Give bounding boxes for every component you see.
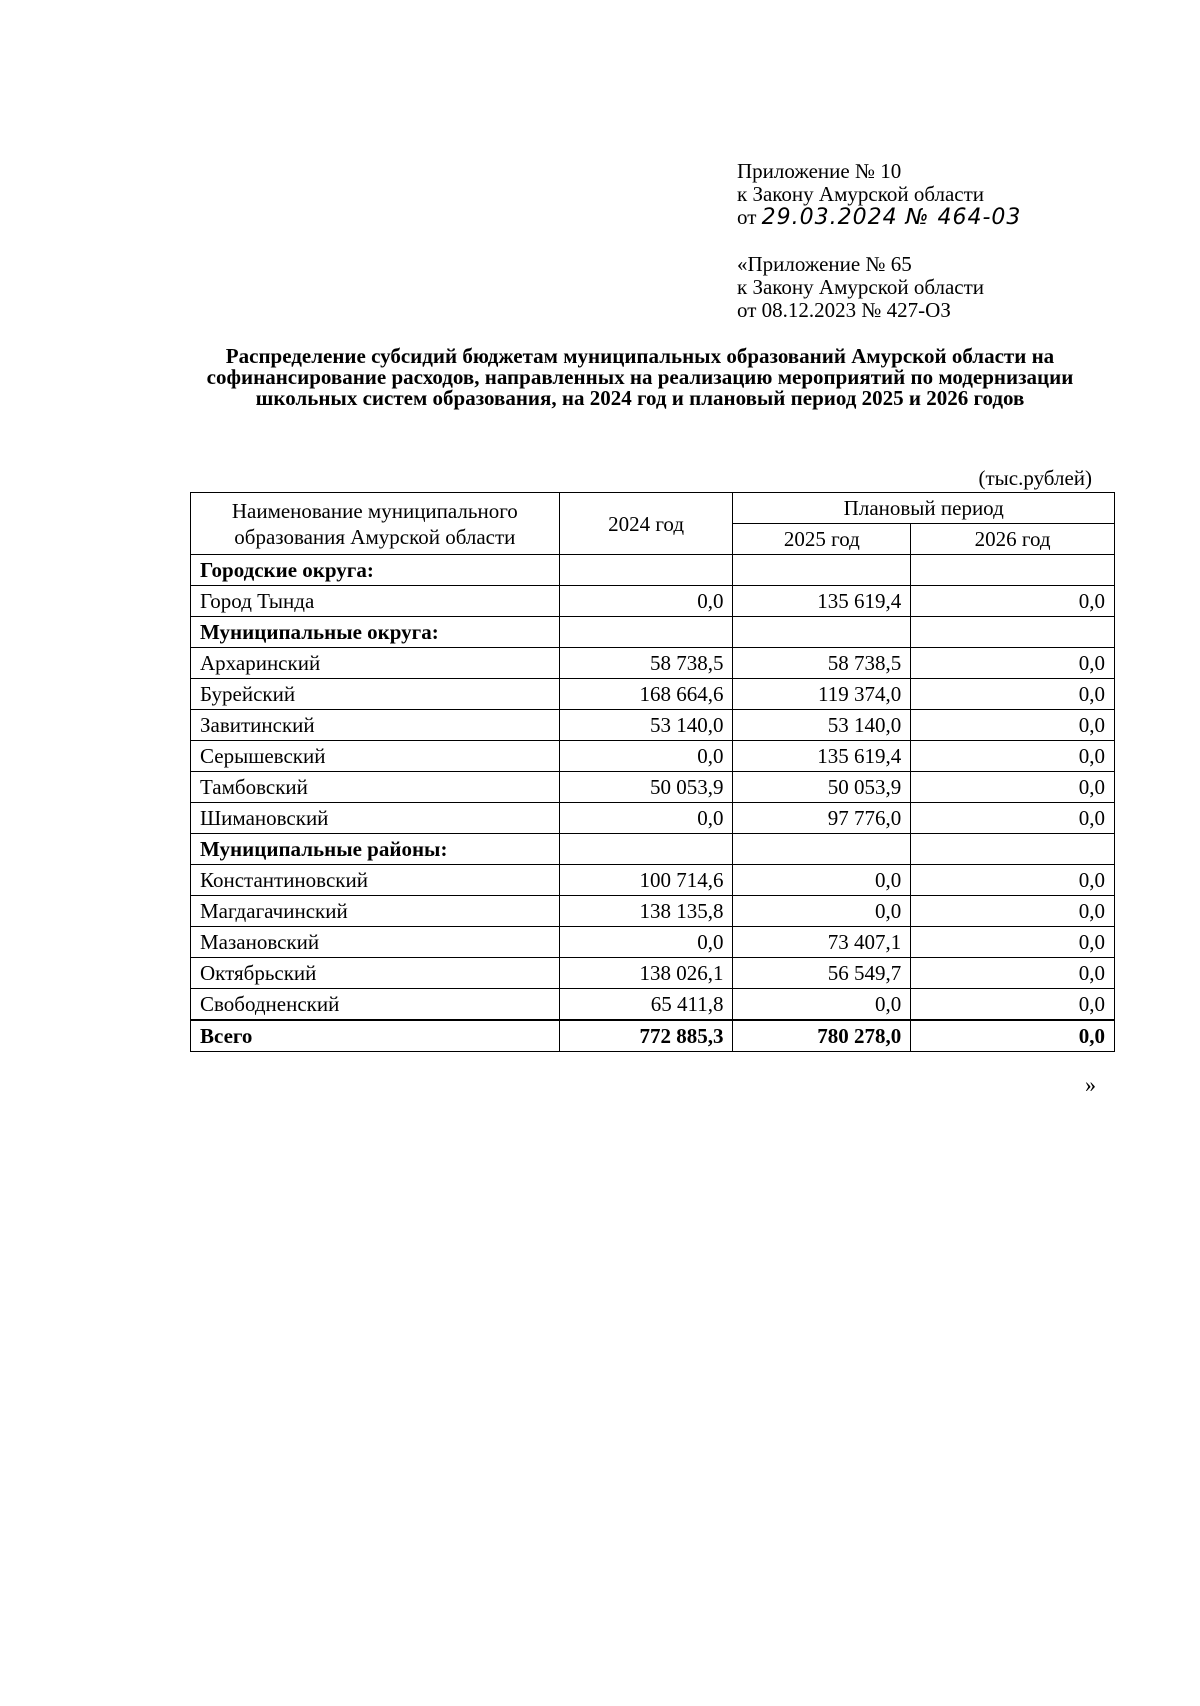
cell-2026: 0,0	[911, 803, 1115, 834]
cell-2025: 58 738,5	[733, 648, 911, 679]
table-row	[191, 927, 1115, 958]
cell-2026: 0,0	[911, 586, 1115, 617]
cell-2026	[911, 555, 1115, 586]
cell-2024: 138 026,1	[559, 958, 733, 989]
table-group-row	[191, 617, 1115, 648]
appendix-law-ref: к Закону Амурской области	[737, 182, 985, 206]
cell-2024: 772 885,3	[559, 1020, 733, 1052]
table-row	[191, 772, 1115, 803]
table-row	[191, 989, 1115, 1021]
table-row	[191, 679, 1115, 710]
cell-2026: 0,0	[911, 989, 1115, 1021]
quoted-appendix-date: от 08.12.2023 № 427-ОЗ	[737, 298, 951, 322]
cell-2025	[733, 555, 911, 586]
cell-name: Магдагачинский	[191, 896, 560, 927]
cell-2024	[559, 834, 733, 865]
cell-name: Тамбовский	[191, 772, 560, 803]
cell-name: Мазановский	[191, 927, 560, 958]
quoted-appendix-law-ref: к Закону Амурской области	[737, 275, 985, 299]
cell-name: Октябрьский	[191, 958, 560, 989]
table-row	[191, 803, 1115, 834]
cell-name: Шимановский	[191, 803, 560, 834]
header-2024: 2024 год	[559, 493, 733, 555]
cell-2024: 0,0	[559, 586, 733, 617]
header-planned-period: Плановый период	[733, 493, 1115, 524]
cell-2026: 0,0	[911, 1020, 1115, 1052]
document-title: Распределение субсидий бюджетам муниципальных образований Амурской области на софинансирование расходов, направленных на реализацию мероприятий по модернизации школьных систем образования, на 2024 год и плановый период 2025 и 2026 годов	[206, 344, 1074, 410]
cell-2026: 0,0	[911, 958, 1115, 989]
cell-2026: 0,0	[911, 896, 1115, 927]
cell-2026: 0,0	[911, 927, 1115, 958]
cell-2025: 73 407,1	[733, 927, 911, 958]
appendix-date-line	[737, 206, 1021, 229]
header-name: Наименование муниципального образования Амурской области	[191, 493, 560, 555]
cell-2025: 50 053,9	[733, 772, 911, 803]
cell-2025: 0,0	[733, 896, 911, 927]
cell-name: Город Тында	[191, 586, 560, 617]
cell-2026: 0,0	[911, 865, 1115, 896]
table-row	[191, 586, 1115, 617]
cell-2024	[559, 617, 733, 648]
cell-2024: 0,0	[559, 927, 733, 958]
handwritten-date-number: 29.03.2024 № 464-03	[761, 205, 1022, 230]
table-row	[191, 865, 1115, 896]
table-row	[191, 741, 1115, 772]
table-row	[191, 896, 1115, 927]
cell-name: Всего	[191, 1020, 560, 1052]
appendix-date-prefix: от	[737, 205, 757, 229]
cell-2024	[559, 555, 733, 586]
cell-2026: 0,0	[911, 710, 1115, 741]
table-body	[191, 555, 1115, 1052]
cell-2026	[911, 617, 1115, 648]
quoted-appendix-number: «Приложение № 65	[737, 252, 912, 276]
table-total-row	[191, 1020, 1115, 1052]
cell-name: Серышевский	[191, 741, 560, 772]
cell-2024: 138 135,8	[559, 896, 733, 927]
closing-quote: »	[1085, 1072, 1096, 1097]
cell-2025: 0,0	[733, 865, 911, 896]
cell-2025: 56 549,7	[733, 958, 911, 989]
cell-name: Свободненский	[191, 989, 560, 1021]
cell-2024: 100 714,6	[559, 865, 733, 896]
table-row	[191, 648, 1115, 679]
cell-2026: 0,0	[911, 648, 1115, 679]
cell-2024: 0,0	[559, 803, 733, 834]
cell-2024: 65 411,8	[559, 989, 733, 1021]
appendix-quoted	[737, 253, 984, 322]
header-2025: 2025 год	[733, 524, 911, 555]
appendix-number: Приложение № 10	[737, 159, 902, 183]
cell-2025: 53 140,0	[733, 710, 911, 741]
cell-name: Бурейский	[191, 679, 560, 710]
cell-2026: 0,0	[911, 679, 1115, 710]
cell-2025: 135 619,4	[733, 586, 911, 617]
cell-2025: 135 619,4	[733, 741, 911, 772]
table-group-row	[191, 834, 1115, 865]
table-group-row	[191, 555, 1115, 586]
cell-2024: 58 738,5	[559, 648, 733, 679]
cell-name: Завитинский	[191, 710, 560, 741]
cell-2026: 0,0	[911, 772, 1115, 803]
cell-2025	[733, 617, 911, 648]
cell-name: Константиновский	[191, 865, 560, 896]
cell-2026: 0,0	[911, 741, 1115, 772]
header-2026: 2026 год	[911, 524, 1115, 555]
cell-name: Муниципальные районы:	[191, 834, 560, 865]
cell-2025: 780 278,0	[733, 1020, 911, 1052]
table-row	[191, 958, 1115, 989]
cell-2024: 53 140,0	[559, 710, 733, 741]
cell-2024: 0,0	[559, 741, 733, 772]
cell-name: Архаринский	[191, 648, 560, 679]
cell-2026	[911, 834, 1115, 865]
cell-name: Городские округа:	[191, 555, 560, 586]
subsidy-table	[190, 492, 1115, 1052]
cell-2025: 119 374,0	[733, 679, 911, 710]
cell-2025	[733, 834, 911, 865]
unit-label: (тыс.рублей)	[978, 466, 1092, 490]
cell-2024: 168 664,6	[559, 679, 733, 710]
appendix-primary	[737, 160, 1021, 229]
cell-2024: 50 053,9	[559, 772, 733, 803]
cell-2025: 0,0	[733, 989, 911, 1021]
table-row	[191, 710, 1115, 741]
cell-name: Муниципальные округа:	[191, 617, 560, 648]
cell-2025: 97 776,0	[733, 803, 911, 834]
